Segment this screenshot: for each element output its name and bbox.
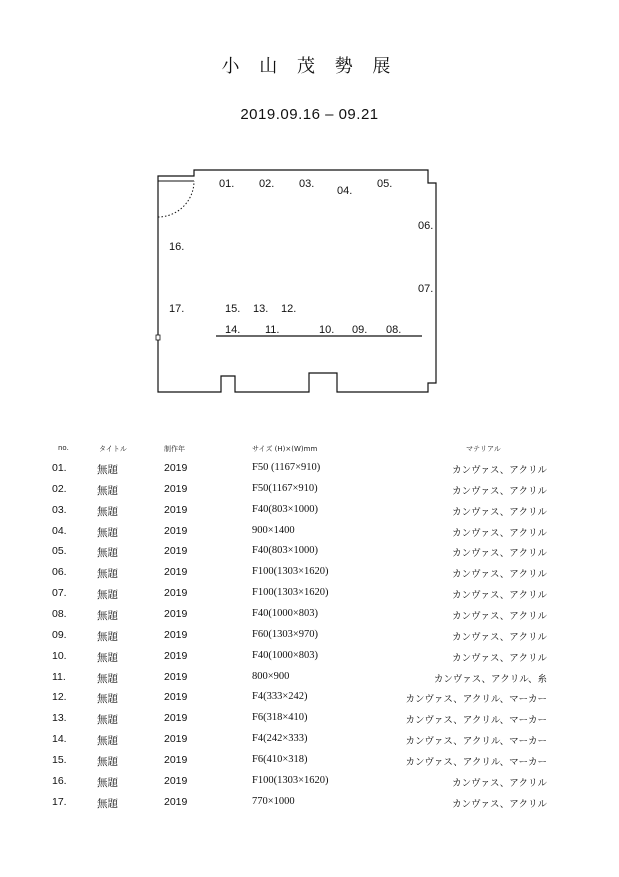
cell-material: カンヴァス、アクリル、マーカー — [405, 756, 547, 768]
cell-title: 無題 — [97, 776, 118, 789]
cell-year: 2019 — [164, 524, 188, 537]
cell-no: 01. — [52, 462, 67, 474]
cell-no: 17. — [52, 795, 67, 808]
header-size: サイズ (H)×(W)mm — [252, 445, 318, 453]
table-row — [0, 587, 619, 608]
cell-material: カンヴァス、アクリル、マーカー — [405, 736, 547, 748]
cell-year: 2019 — [164, 691, 188, 704]
cell-material: カンヴァス、アクリル、糸 — [433, 673, 547, 685]
cell-title: 無題 — [97, 464, 118, 476]
cell-no: 10. — [52, 649, 67, 662]
cell-title: 無題 — [97, 693, 118, 706]
cell-year: 2019 — [164, 733, 188, 746]
cell-size: F50 (1167×910) — [252, 462, 321, 473]
table-row — [0, 608, 619, 629]
cell-size: F4(242×333) — [252, 733, 308, 745]
header-no: no. — [58, 444, 69, 452]
plan-label-09: 09. — [352, 324, 368, 336]
cell-title: 無題 — [97, 651, 118, 664]
cell-no: 03. — [52, 503, 67, 516]
floor-plan-walls — [158, 170, 436, 392]
plan-label-12: 12. — [281, 303, 297, 315]
cell-size: F40(803×1000) — [252, 503, 319, 515]
cell-material: カンヴァス、アクリル — [452, 590, 547, 602]
cell-no: 14. — [52, 733, 67, 746]
cell-year: 2019 — [164, 503, 188, 516]
cell-year: 2019 — [164, 545, 188, 558]
cell-size: 770×1000 — [252, 795, 295, 807]
table-row — [0, 629, 619, 650]
cell-year: 2019 — [164, 774, 188, 787]
header-year: 制作年 — [164, 445, 185, 453]
cell-size: F60(1303×970) — [252, 628, 319, 640]
plan-label-08: 08. — [386, 324, 402, 336]
plan-label-10: 10. — [319, 324, 335, 336]
plan-label-05: 05. — [377, 178, 393, 190]
table-row — [0, 712, 619, 733]
table-row — [0, 775, 619, 796]
plan-label-01: 01. — [219, 178, 235, 190]
cell-no: 07. — [52, 587, 67, 600]
table-row — [0, 462, 619, 483]
plan-label-03: 03. — [299, 178, 315, 190]
cell-size: F40(803×1000) — [252, 545, 319, 557]
cell-size: 900×1400 — [252, 524, 295, 536]
table-row — [0, 754, 619, 775]
cell-title: 無題 — [97, 797, 118, 810]
cell-size: F40(1000×803) — [252, 607, 319, 619]
plan-label-15: 15. — [225, 303, 241, 315]
table-row — [0, 483, 619, 504]
cell-title: 無題 — [97, 755, 118, 768]
cell-material: カンヴァス、アクリル — [452, 527, 547, 539]
cell-no: 11. — [52, 670, 66, 683]
cell-no: 15. — [52, 753, 67, 766]
cell-no: 08. — [52, 607, 67, 620]
cell-title: 無題 — [97, 630, 118, 643]
cell-year: 2019 — [164, 462, 188, 474]
cell-size: 800×900 — [252, 670, 290, 682]
cell-size: F40(1000×803) — [252, 649, 319, 661]
cell-material: カンヴァス、アクリル — [452, 798, 547, 810]
cell-material: カンヴァス、アクリル、マーカー — [405, 715, 547, 727]
exhibition-dates: 2019.09.16 – 09.21 — [240, 106, 379, 123]
cell-title: 無題 — [97, 609, 118, 622]
cell-material: カンヴァス、アクリル — [452, 610, 547, 622]
table-row — [0, 796, 619, 817]
cell-size: F4(333×242) — [252, 691, 308, 703]
table-row — [0, 671, 619, 692]
cell-year: 2019 — [164, 482, 188, 495]
cell-material: カンヴァス、アクリル — [452, 631, 547, 643]
cell-material: カンヴァス、アクリル — [452, 465, 547, 476]
plan-label-17: 17. — [169, 303, 185, 315]
cell-no: 13. — [52, 712, 67, 725]
table-row — [0, 504, 619, 525]
cell-title: 無題 — [97, 484, 118, 497]
cell-no: 12. — [52, 691, 67, 704]
table-row — [0, 650, 619, 671]
plan-label-06: 06. — [418, 220, 434, 232]
cell-year: 2019 — [164, 753, 188, 766]
wall-socket — [156, 335, 160, 340]
cell-year: 2019 — [164, 795, 188, 808]
cell-title: 無題 — [97, 526, 118, 539]
door-swing-arc — [158, 181, 194, 217]
cell-material: カンヴァス、アクリル、マーカー — [405, 694, 547, 706]
cell-title: 無題 — [97, 672, 118, 685]
table-row — [0, 525, 619, 546]
header-material: マテリアル — [466, 445, 501, 453]
table-row — [0, 691, 619, 712]
cell-no: 02. — [52, 482, 67, 495]
cell-title: 無題 — [97, 568, 118, 581]
cell-size: F50(1167×910) — [252, 482, 318, 494]
cell-material: カンヴァス、アクリル — [452, 485, 547, 497]
cell-size: F100(1303×1620) — [252, 587, 329, 599]
cell-no: 16. — [52, 774, 67, 787]
cell-year: 2019 — [164, 628, 188, 641]
cell-year: 2019 — [164, 566, 188, 579]
cell-material: カンヴァス、アクリル — [452, 548, 547, 560]
plan-label-13: 13. — [253, 303, 269, 315]
table-row — [0, 545, 619, 566]
cell-year: 2019 — [164, 670, 188, 683]
cell-size: F6(410×318) — [252, 753, 308, 765]
cell-no: 05. — [52, 545, 67, 558]
cell-title: 無題 — [97, 505, 118, 518]
cell-size: F100(1303×1620) — [252, 774, 329, 786]
cell-year: 2019 — [164, 712, 188, 725]
cell-title: 無題 — [97, 547, 118, 560]
plan-label-07: 07. — [418, 283, 434, 295]
table-row — [0, 566, 619, 587]
cell-no: 09. — [52, 628, 67, 641]
cell-material: カンヴァス、アクリル — [452, 569, 547, 581]
plan-label-04: 04. — [337, 185, 353, 197]
cell-size: F6(318×410) — [252, 712, 308, 724]
plan-label-14: 14. — [225, 324, 241, 336]
plan-label-02: 02. — [259, 178, 275, 190]
cell-year: 2019 — [164, 649, 188, 662]
cell-year: 2019 — [164, 587, 188, 600]
header-title: タイトル — [99, 445, 127, 453]
plan-label-11: 11. — [265, 324, 280, 336]
cell-title: 無題 — [97, 589, 118, 602]
cell-material: カンヴァス、アクリル — [452, 506, 547, 518]
cell-title: 無題 — [97, 714, 118, 727]
table-row — [0, 733, 619, 754]
cell-no: 04. — [52, 524, 67, 537]
cell-size: F100(1303×1620) — [252, 566, 329, 578]
cell-year: 2019 — [164, 607, 188, 620]
plan-label-16: 16. — [169, 241, 185, 253]
cell-no: 06. — [52, 566, 67, 579]
exhibition-title: 小 山 茂 勢 展 — [221, 56, 398, 77]
cell-material: カンヴァス、アクリル — [452, 777, 547, 789]
cell-title: 無題 — [97, 735, 118, 748]
cell-material: カンヴァス、アクリル — [452, 652, 547, 664]
